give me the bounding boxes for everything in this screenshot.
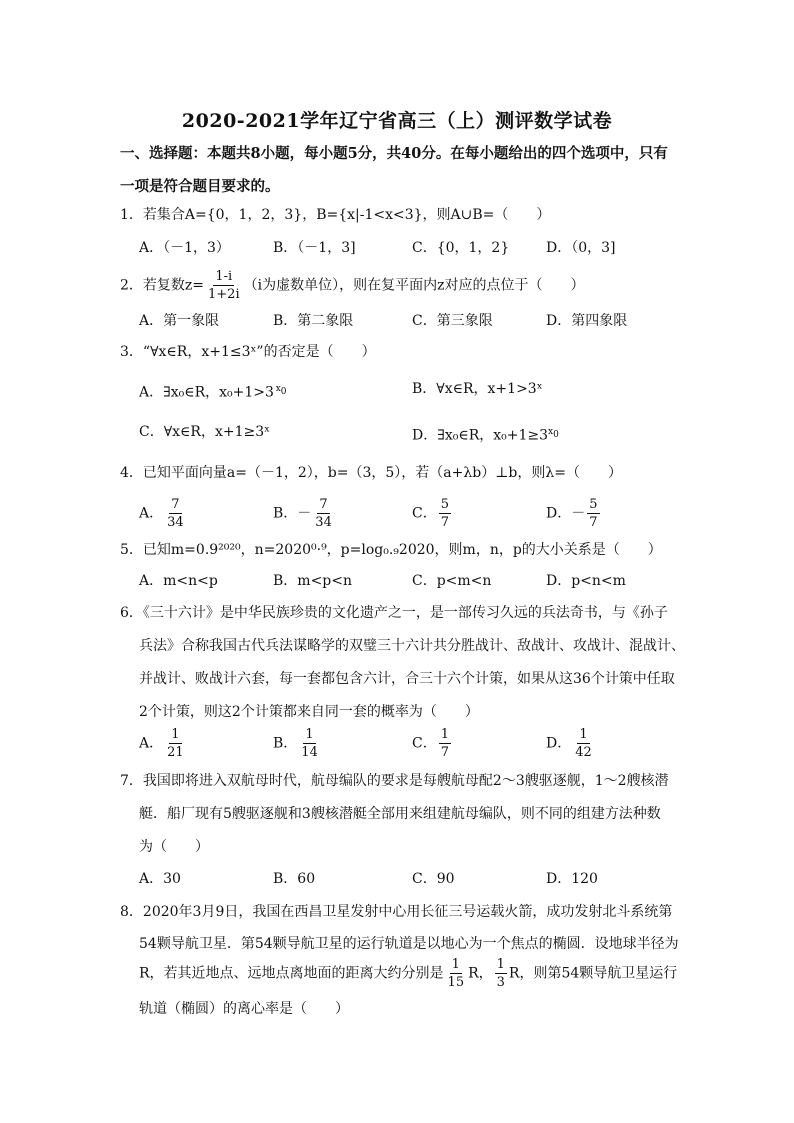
question-3-option-d[interactable]: D．∃x₀∈R，$x_0+1\ge 3^{x_0}$ xyxy=(412,427,559,444)
fraction-numerator: 7 xyxy=(319,497,328,512)
fraction-denominator: 1+2i xyxy=(208,287,240,302)
fraction-numerator: 5 xyxy=(589,497,598,512)
question-6-line-4: 2个计策，则这2个计策都来自同一套的概率为（ ） xyxy=(139,704,479,720)
option-label: A． xyxy=(139,735,164,752)
fraction-numerator: 1 xyxy=(579,727,588,742)
question-6-line-3: 并战计、败战计六套，每一套都包含六计，合三十六个计策，如果从这36个计策中任取 xyxy=(139,671,675,687)
fraction-apogee xyxy=(495,958,507,989)
question-1-option-a[interactable]: A．（－1，3） xyxy=(139,240,230,256)
option-fraction xyxy=(165,728,186,759)
question-1-stem: 1．若集合A={0，1，2，3}，B={x|-1<x<3}，则A∪B=（ ） xyxy=(120,207,551,223)
fraction-perigee xyxy=(446,958,467,989)
question-2-prefix: 2．若复数z= xyxy=(120,277,205,294)
option-fraction xyxy=(439,728,451,759)
question-1-option-b[interactable]: B．（－1，3] xyxy=(273,240,356,256)
question-4-stem: 4．已知平面向量a=（－1，2），b=（3，5），若（a+λb）⊥b，则λ=（ ） xyxy=(120,465,622,481)
option-text: A．∃x₀∈R，x₀+1>3 xyxy=(139,384,274,401)
question-5-option-b[interactable]: B．m<p<n xyxy=(273,573,353,589)
question-5-stem: 5．已知m=0.9²⁰²⁰，n=2020⁰·⁹，p=log₀.₉2020，则m，n，p的大小关系是（ ） xyxy=(120,542,662,558)
question-2-option-a[interactable]: A．第一象限 xyxy=(139,313,220,329)
line-text: R， xyxy=(468,965,493,982)
question-6-option-c[interactable] xyxy=(412,728,453,759)
option-fraction xyxy=(573,728,594,759)
fraction-denominator: 3 xyxy=(496,975,505,990)
question-2-fraction xyxy=(206,270,242,301)
fraction-denominator: 7 xyxy=(440,745,449,760)
fraction-denominator: 34 xyxy=(315,515,332,530)
fraction-numerator: 1 xyxy=(171,727,180,742)
fraction-denominator: 34 xyxy=(167,515,184,530)
question-8-line-3 xyxy=(139,958,677,989)
line-text: R，则第54颗导航卫星运行 xyxy=(508,965,678,982)
fraction-numerator: 1 xyxy=(305,727,314,742)
option-text: D．∃x₀∈R，x₀+1≥3 xyxy=(412,427,549,444)
question-8-line-4: 轨道（椭圆）的离心率是（ ） xyxy=(139,1001,349,1017)
option-sign: － xyxy=(297,505,312,522)
option-label: A． xyxy=(139,505,164,522)
question-3-option-c[interactable]: C．∀x∈R，x+1≥3ˣ xyxy=(139,424,271,440)
fraction-denominator: 14 xyxy=(301,745,318,760)
question-7-option-c[interactable]: C．90 xyxy=(412,871,455,887)
question-6-option-b[interactable] xyxy=(273,728,322,759)
option-fraction xyxy=(299,728,320,759)
question-7-line-1: 7．我国即将进入双航母时代，航母编队的要求是每艘航母配2～3艘驱逐舰，1～2艘核潜 xyxy=(120,773,669,789)
line-text: R，若其近地点、远地点离地面的距离大约分别是 xyxy=(139,965,444,982)
question-4-option-d[interactable] xyxy=(546,498,602,529)
option-sign: － xyxy=(571,505,586,522)
question-2-option-b[interactable]: B．第二象限 xyxy=(273,313,354,329)
fraction-numerator: 1 xyxy=(451,957,460,972)
question-6-option-a[interactable] xyxy=(139,728,188,759)
page-title: 2020-2021学年辽宁省高三（上）测评数学试卷 xyxy=(181,110,613,132)
question-3-stem: 3．“∀x∈R，x+1≤3ˣ”的否定是（ ） xyxy=(120,344,376,360)
question-7-option-d[interactable]: D．120 xyxy=(546,871,598,887)
question-2-suffix: （i为虚数单位），则在复平面内z对应的点位于（ ） xyxy=(243,277,585,294)
fraction-numerator: 1 xyxy=(496,957,505,972)
option-label: B． xyxy=(273,735,298,752)
option-label: D． xyxy=(546,505,572,522)
question-5-option-a[interactable]: A．m<n<p xyxy=(139,573,218,589)
option-label: C． xyxy=(412,505,437,522)
question-6-option-d[interactable] xyxy=(546,728,596,759)
question-2-stem xyxy=(120,270,584,301)
question-6-line-2: 兵法》合称我国古代兵法谋略学的双璧三十六计共分胜战计、敌战计、攻战计、混战计、 xyxy=(139,638,685,654)
question-2-option-d[interactable]: D．第四象限 xyxy=(546,313,628,329)
question-4-option-a[interactable] xyxy=(139,498,188,529)
option-label: D． xyxy=(546,735,572,752)
fraction-numerator: 1-i xyxy=(215,269,233,284)
question-5-option-c[interactable]: C．p<m<n xyxy=(412,573,492,589)
option-fraction xyxy=(313,498,334,529)
fraction-numerator: 7 xyxy=(171,497,180,512)
question-2-option-c[interactable]: C．第三象限 xyxy=(412,313,493,329)
fraction-numerator: 1 xyxy=(440,727,449,742)
fraction-numerator: 5 xyxy=(440,497,449,512)
fraction-denominator: 42 xyxy=(575,745,592,760)
question-8-line-2: 54颗导航卫星．第54颗导航卫星的运行轨道是以地心为一个焦点的椭圆．设地球半径为 xyxy=(139,936,679,952)
question-6-line-1: 6．《三十六计》是中华民族珍贵的文化遗产之一，是一部传习久远的兵法奇书，与《孙子 xyxy=(120,605,668,621)
fraction-denominator: 21 xyxy=(167,745,184,760)
question-4-option-b[interactable] xyxy=(273,498,336,529)
question-7-line-2: 艇．船厂现有5艘驱逐舰和3艘核潜艇全部用来组建航母编队，则不同的组建方法种数 xyxy=(139,806,661,822)
option-fraction xyxy=(439,498,451,529)
option-label: C． xyxy=(412,735,437,752)
question-8-line-1: 8．2020年3月9日，我国在西昌卫星发射中心用长征三号运载火箭，成功发射北斗系统第 xyxy=(120,904,673,920)
fraction-denominator: 15 xyxy=(447,975,465,990)
question-7-line-3: 为（ ） xyxy=(139,839,209,855)
section-heading: 一、选择题：本题共8小题，每小题5分，共40分。在每小题给出的四个选项中，只有一项是符合题目要求的。 xyxy=(120,145,668,195)
question-1-option-d[interactable]: D．（0，3] xyxy=(546,240,616,256)
question-4-option-c[interactable] xyxy=(412,498,453,529)
question-1-option-c[interactable]: C．{0，1，2} xyxy=(412,240,510,256)
fraction-denominator: 7 xyxy=(589,515,598,530)
question-7-option-b[interactable]: B．60 xyxy=(273,871,316,887)
option-label: B． xyxy=(273,505,298,522)
question-3-option-a[interactable]: A．∃x₀∈R，x₀+1>3 $^{x_0}$ xyxy=(139,380,287,402)
question-5-option-d[interactable]: D．p<n<m xyxy=(546,573,626,589)
question-7-option-a[interactable]: A．30 xyxy=(139,871,181,887)
fraction-denominator: 7 xyxy=(440,515,449,530)
option-fraction xyxy=(587,498,599,529)
option-fraction xyxy=(165,498,186,529)
question-3-option-b[interactable]: B．∀x∈R，x+1>3ˣ xyxy=(412,381,543,397)
